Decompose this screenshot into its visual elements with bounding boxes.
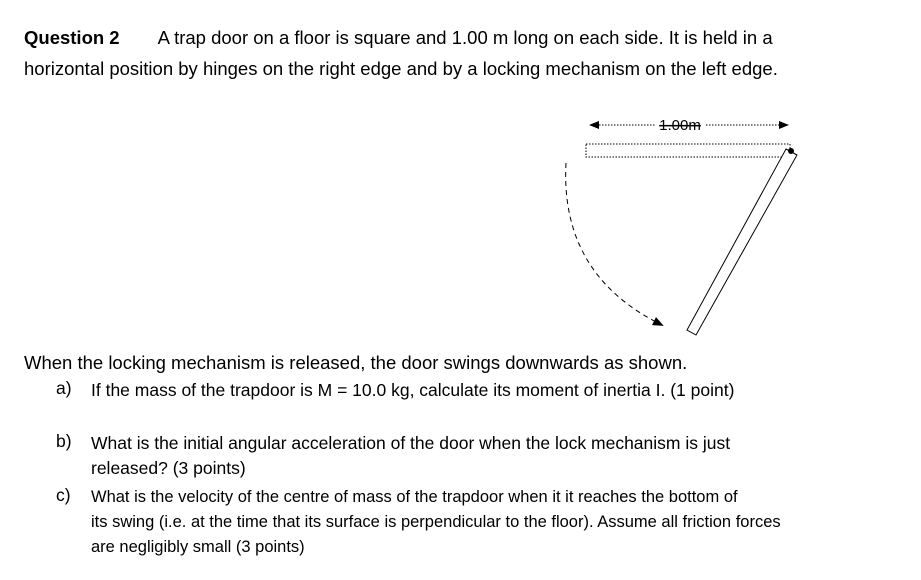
part-b-line1: What is the initial angular acceleration of the door when the lock mechanism is just — [91, 433, 731, 453]
part-c-line2: its swing (i.e. at the time that its surface is perpendicular to the floor). Assume all friction forces — [91, 513, 781, 531]
part-c-line3: are negligibly small (3 points) — [91, 538, 305, 556]
part-a-line1: If the mass of the trapdoor is M = 10.0 kg, calculate its moment of inertia I. (1 point) — [91, 380, 735, 400]
part-b-label: b) — [56, 431, 72, 451]
question-intro-line1: A trap door on a floor is square and 1.00 m long on each side. It is held in a — [157, 27, 773, 48]
release-text: When the locking mechanism is released, the door swings downwards as shown. — [24, 352, 688, 373]
door-swung-position — [687, 149, 797, 335]
door-horizontal-position — [586, 144, 790, 157]
dimension-label: 1.00m — [659, 117, 701, 134]
question-label: Question 2 — [24, 27, 120, 48]
part-c-line1: What is the velocity of the centre of mass of the trapdoor when it it reaches the bottom of — [91, 488, 738, 506]
part-b-line2: released? (3 points) — [91, 458, 246, 478]
hinge-point — [788, 148, 794, 154]
part-c-label: c) — [56, 485, 71, 505]
part-a-label: a) — [56, 378, 72, 398]
question-intro-line2: horizontal position by hinges on the right edge and by a locking mechanism on the left edge. — [24, 58, 778, 79]
swing-arc-arrow — [566, 163, 662, 325]
